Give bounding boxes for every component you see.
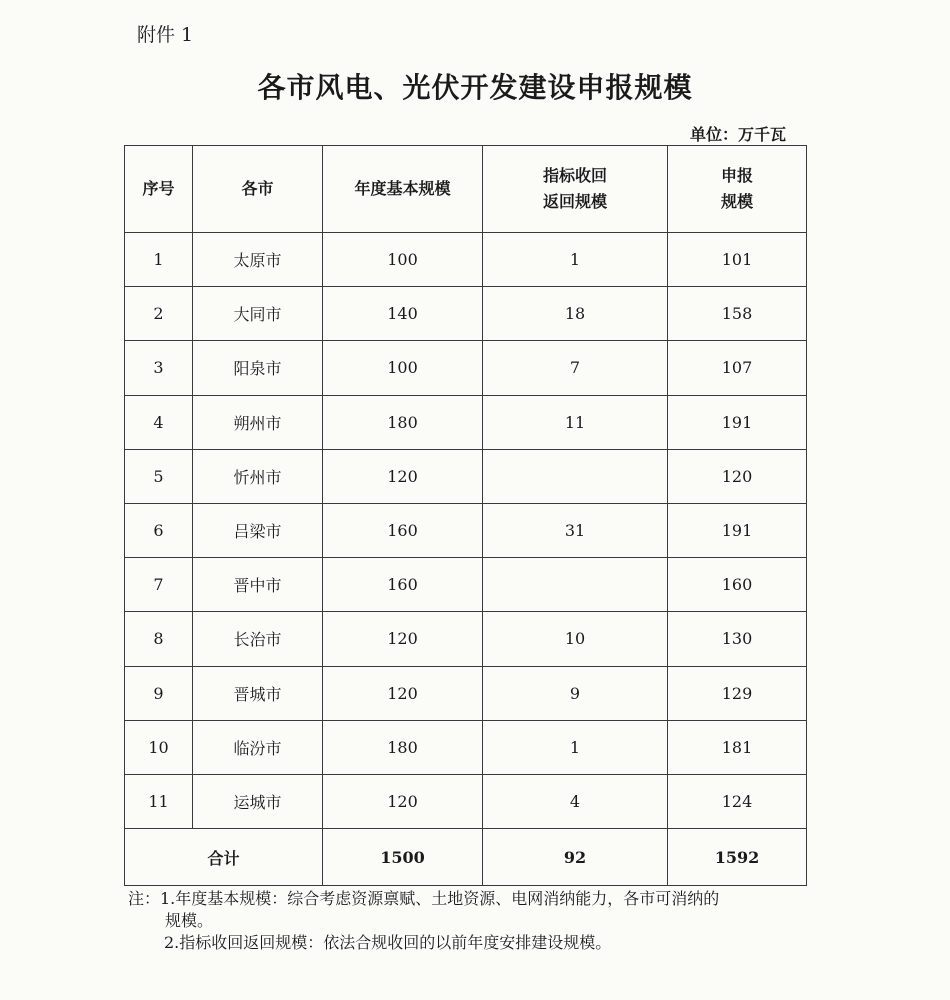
table-body bbox=[125, 233, 807, 829]
cell-annual-base: 180 bbox=[323, 720, 483, 774]
cell-annual-base: 160 bbox=[323, 558, 483, 612]
cell-city: 长治市 bbox=[193, 612, 323, 666]
cell-index: 9 bbox=[125, 666, 193, 720]
cell-recovered bbox=[483, 449, 668, 503]
cell-annual-base: 120 bbox=[323, 449, 483, 503]
cell-annual-base: 120 bbox=[323, 612, 483, 666]
cell-recovered: 4 bbox=[483, 774, 668, 828]
cell-declared: 158 bbox=[668, 287, 807, 341]
table-total-row bbox=[125, 829, 807, 886]
table-row bbox=[125, 341, 807, 395]
cell-declared: 129 bbox=[668, 666, 807, 720]
cell-annual-base: 100 bbox=[323, 341, 483, 395]
cell-index: 1 bbox=[125, 233, 193, 287]
cell-declared: 160 bbox=[668, 558, 807, 612]
cell-annual-base: 180 bbox=[323, 395, 483, 449]
cell-city: 临汾市 bbox=[193, 720, 323, 774]
total-declared: 1592 bbox=[668, 829, 807, 886]
table-row bbox=[125, 558, 807, 612]
document-title: 各市风电、光伏开发建设申报规模 bbox=[257, 71, 693, 104]
cell-index: 7 bbox=[125, 558, 193, 612]
cell-city: 晋中市 bbox=[193, 558, 323, 612]
cell-declared: 130 bbox=[668, 612, 807, 666]
header-declared: 申报 规模 bbox=[668, 146, 807, 233]
cell-index: 5 bbox=[125, 449, 193, 503]
cell-declared: 101 bbox=[668, 233, 807, 287]
table-row bbox=[125, 666, 807, 720]
table-row bbox=[125, 449, 807, 503]
scale-table bbox=[124, 145, 807, 886]
total-recovered: 92 bbox=[483, 829, 668, 886]
cell-recovered: 11 bbox=[483, 395, 668, 449]
table-row bbox=[125, 233, 807, 287]
note-1: 注：1.年度基本规模：综合考虑资源禀赋、土地资源、电网消纳能力，各市可消纳的 bbox=[128, 889, 720, 908]
cell-city: 吕梁市 bbox=[193, 503, 323, 557]
cell-index: 6 bbox=[125, 503, 193, 557]
cell-city: 晋城市 bbox=[193, 666, 323, 720]
cell-index: 11 bbox=[125, 774, 193, 828]
header-annual-base: 年度基本规模 bbox=[323, 146, 483, 233]
table-row bbox=[125, 395, 807, 449]
note-2: 2.指标收回返回规模：依法合规收回的以前年度安排建设规模。 bbox=[164, 933, 612, 952]
cell-index: 4 bbox=[125, 395, 193, 449]
table-row bbox=[125, 612, 807, 666]
cell-declared: 107 bbox=[668, 341, 807, 395]
cell-city: 忻州市 bbox=[193, 449, 323, 503]
cell-declared: 120 bbox=[668, 449, 807, 503]
table-row bbox=[125, 287, 807, 341]
cell-city: 运城市 bbox=[193, 774, 323, 828]
cell-recovered: 1 bbox=[483, 720, 668, 774]
unit-label: 单位：万千瓦 bbox=[690, 125, 787, 144]
cell-index: 3 bbox=[125, 341, 193, 395]
cell-declared: 181 bbox=[668, 720, 807, 774]
cell-city: 大同市 bbox=[193, 287, 323, 341]
header-recovered: 指标收回 返回规模 bbox=[483, 146, 668, 233]
cell-city: 朔州市 bbox=[193, 395, 323, 449]
table-row bbox=[125, 774, 807, 828]
header-index: 序号 bbox=[125, 146, 193, 233]
cell-annual-base: 100 bbox=[323, 233, 483, 287]
cell-declared: 124 bbox=[668, 774, 807, 828]
cell-annual-base: 160 bbox=[323, 503, 483, 557]
cell-recovered: 31 bbox=[483, 503, 668, 557]
table-header-row bbox=[125, 146, 807, 233]
header-city: 各市 bbox=[193, 146, 323, 233]
cell-index: 8 bbox=[125, 612, 193, 666]
cell-annual-base: 120 bbox=[323, 666, 483, 720]
cell-index: 2 bbox=[125, 287, 193, 341]
cell-recovered: 9 bbox=[483, 666, 668, 720]
cell-annual-base: 120 bbox=[323, 774, 483, 828]
cell-declared: 191 bbox=[668, 395, 807, 449]
cell-recovered: 18 bbox=[483, 287, 668, 341]
total-label: 合计 bbox=[125, 829, 323, 886]
cell-recovered: 7 bbox=[483, 341, 668, 395]
note-1-continued: 规模。 bbox=[165, 911, 214, 930]
cell-recovered bbox=[483, 558, 668, 612]
total-annual: 1500 bbox=[323, 829, 483, 886]
cell-index: 10 bbox=[125, 720, 193, 774]
cell-city: 阳泉市 bbox=[193, 341, 323, 395]
cell-declared: 191 bbox=[668, 503, 807, 557]
notes bbox=[128, 888, 818, 954]
cell-city: 太原市 bbox=[193, 233, 323, 287]
attachment-label: 附件 1 bbox=[137, 24, 194, 46]
cell-annual-base: 140 bbox=[323, 287, 483, 341]
cell-recovered: 10 bbox=[483, 612, 668, 666]
cell-recovered: 1 bbox=[483, 233, 668, 287]
table-row bbox=[125, 720, 807, 774]
table-row bbox=[125, 503, 807, 557]
